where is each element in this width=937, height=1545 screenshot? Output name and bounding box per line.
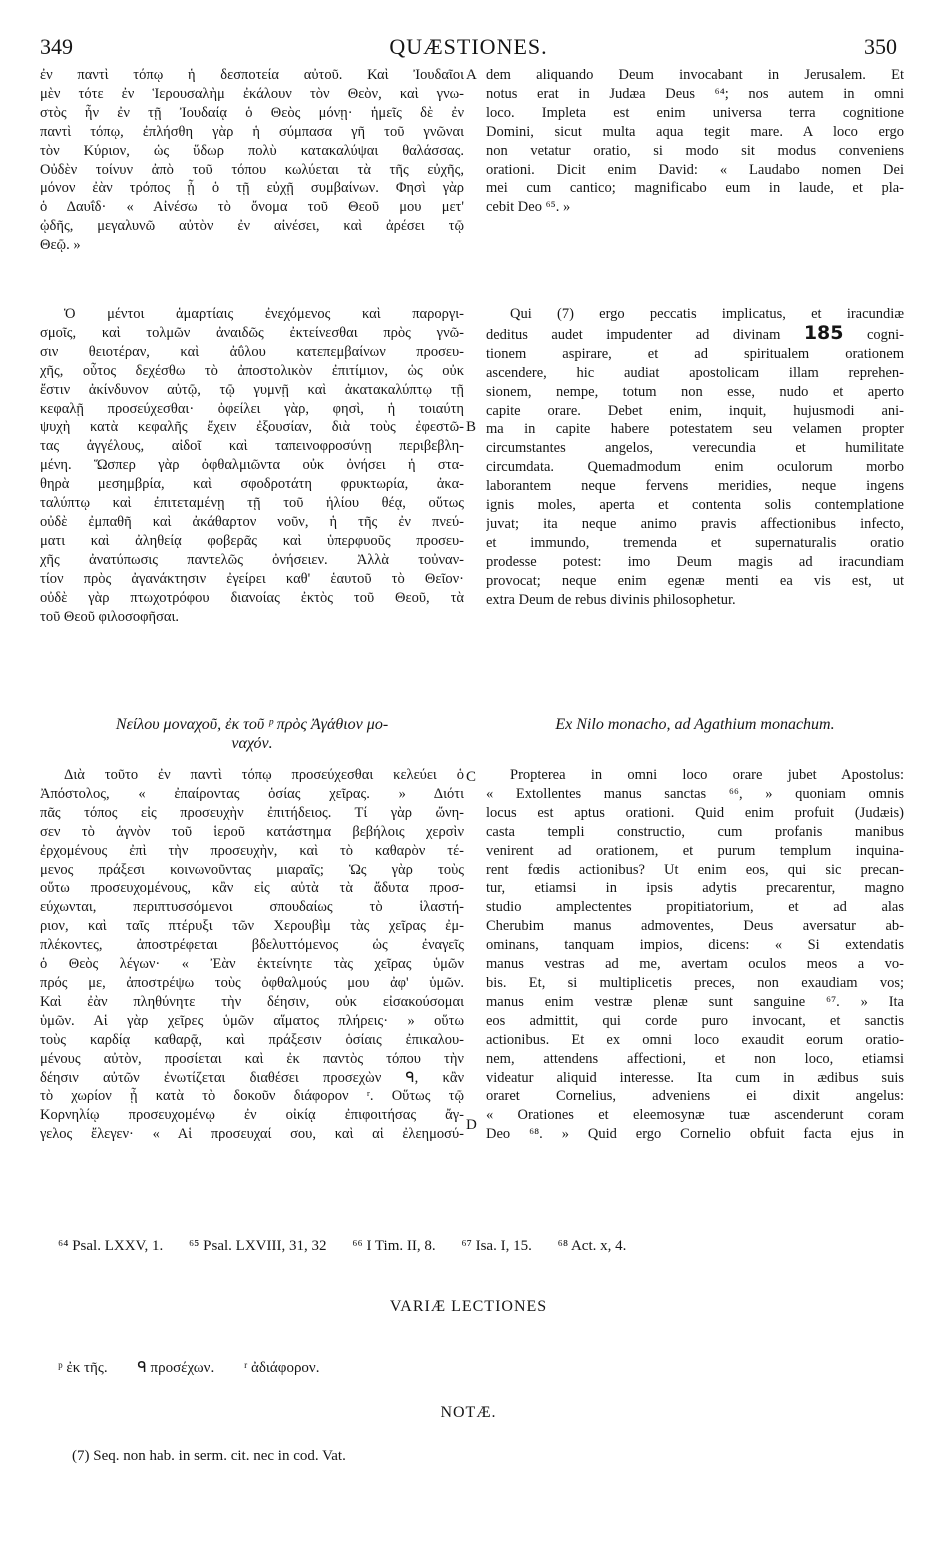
margin-letter-c: C <box>466 769 477 785</box>
text-line: actionibus. Et ex omni loco exaudit eorum oratio- <box>486 1031 904 1048</box>
section-heading: Ex Nilo monacho, ad Agathium monachum. <box>555 716 835 733</box>
variae-heading: VARIÆ LECTIONES <box>389 1298 548 1315</box>
text-line: μὲν τότε ἐν Ἱερουσαλὴμ ἐκάλουν τὸν Θεὸν, καὶ γνω- <box>40 85 464 102</box>
text-line: studio amplectentes propitiatorium, et ad alas <box>486 899 904 916</box>
text-line: τας ἀγγέλους, αἰδοῖ καὶ ταπεινοφροσύνῃ περιβεβλη- <box>40 438 464 455</box>
text-line: Propterea in omni loco orare jubet Apostolus: <box>510 767 904 783</box>
latin-heading <box>486 716 904 735</box>
text-line: circumdata. Quemadmodum enim oculorum morbo <box>486 459 904 476</box>
note-text: (7) Seq. non hab. in serm. cit. nec in cod. Vat. <box>72 1448 346 1464</box>
text-line: eos admittit, qui corde puro invocant, et sanctis <box>486 1012 904 1029</box>
text-line: οὕτω προσευχομένους, κἂν εἰς αὐτὰ τὰ ἄδυτα προσ- <box>40 880 464 897</box>
running-title: QUÆSTIONES. <box>389 34 548 59</box>
text-line: videatur aliquid interesse. Ita cum in ædibus suis <box>486 1069 904 1086</box>
footnote: ⁶⁵ Psal. LXVIII, 31, 32 <box>188 1238 327 1254</box>
text-line: σιν θειοτέραν, καὶ ἀΰλου κατεπεμβαίνων προσευ- <box>40 343 464 360</box>
variant-reading: ᵖ ἐκ τῆς. <box>58 1360 108 1376</box>
text-line: notus erat in Judæa Deus ⁶⁴; nos autem in omni <box>486 85 904 102</box>
text-line: ᾠδῆς, μεγαλυνῶ αὐτὸν ἐν αἰνέσει, καὶ ἀρέσει τῷ <box>40 218 464 235</box>
text-line: « Orationes et eleemosynæ tuæ ascenderunt coram <box>486 1107 904 1124</box>
text-line: τίον πρὸς ἀγανάκτησιν ἐγείρει καθ' ἑαυτοῦ τὸ Θεῖον· <box>40 570 464 587</box>
text-line: ἐν παντὶ τόπῳ ἡ δεσποτεία αὐτοῦ. Καὶ Ἰουδαῖοι <box>40 67 464 83</box>
text-line: ascendere, hic audiat apostolicam illam reprehen- <box>486 364 904 381</box>
text-line: venirent ad orationem, et purum templum inquina- <box>486 842 904 859</box>
footnote: ⁶⁷ Isa. I, 15. <box>461 1238 532 1254</box>
text-line: prodesse potest: imo Deum magis ad iracundiam <box>486 553 904 570</box>
text-line: οὐδὲ γὰρ πτωχοτρόφου διανοίας ἐκτὸς τοῦ Θεοῦ, τὰ <box>40 589 464 606</box>
variae-lectiones <box>58 1358 345 1377</box>
text-line: Θεῷ. » <box>40 237 81 254</box>
text-line: ἔστιν ἀκίνδυνον αὐτῷ, τῷ γυμνῇ καὶ ἀκατακαλύπτῳ τῇ <box>40 381 464 398</box>
text-line: στὸς ἦν ἐν τῇ Ἰουδαίᾳ ὁ Θεὸς μόνῃ· ἡμεῖς δὲ ἐν <box>40 104 464 121</box>
text-line: locus est aptus orationi. Quid enim profuit (Judæis) <box>486 804 904 821</box>
text-line: θηρὰ μεσημβρία, καὶ σφοδροτάτη φρυκτωρία, ἀκα- <box>40 476 464 493</box>
text-line: Καὶ ἐὰν πληθύνητε τὴν δέησιν, οὐκ εἰσακούσομαι <box>40 993 464 1010</box>
margin-letter-d: D <box>466 1117 477 1133</box>
text-line: ominans, tanquam impios, dicens: « Si extendatis <box>486 937 904 954</box>
text-line: Διὰ τοῦτο ἐν παντὶ τόπῳ προσεύχεσθαι κελεύει ὁ <box>64 767 464 783</box>
footnote: ⁶⁴ Psal. LXXV, 1. <box>58 1238 164 1254</box>
text-line: capite orare. Debet enim, inquit, hujusmodi ani- <box>486 402 904 419</box>
text-line: Κορνηλίῳ προσευχομένῳ ἐν οἰκίᾳ ἐπιφοιτήσας ἄγ- <box>40 1107 464 1124</box>
text-line: nem, attendens affectioni, et non loco, etiamsi <box>486 1050 904 1067</box>
text-line: dem aliquando Deum invocabant in Jerusalem. Et <box>486 67 904 83</box>
text-line: Ἀπόστολος, « ἐπαίροντας ὁσίας χεῖρας. » Διότι <box>40 785 464 802</box>
page-number-right: 350 <box>864 34 897 59</box>
text-line: casta templi constructio, cum profanis manibus <box>486 823 904 840</box>
text-line: bis. Et, si multiplicetis preces, non exaudiam vos; <box>486 974 904 991</box>
text-line: tur, etiamsi in ipsis adytis precarentur, magno <box>486 880 904 897</box>
latin-block-2 <box>486 305 904 610</box>
latin-block-3 <box>486 766 904 1144</box>
text-line: Qui (7) ergo peccatis implicatus, et iracundiæ <box>510 306 904 322</box>
variant-reading: ᑫ προσέχων. <box>137 1360 215 1376</box>
text-line: οὐδὲ ἐμπαθῆ καὶ ἀκάθαρτον νοῦν, ἡ τῆς ἐν πνεύ- <box>40 513 464 530</box>
margin-letter-b: B <box>466 419 477 435</box>
latin-block-1 <box>486 66 904 217</box>
text-line: παντὶ τόπῳ, ἐπλήσθη γὰρ ἡ σύμπασα γῆ τοῦ γνῶναι <box>40 123 464 140</box>
greek-heading <box>40 716 464 754</box>
text-line: loco. Impleta est enim universa terra cognitione <box>486 104 904 121</box>
text-line: circumstantes angelos, verecundia et humilitate <box>486 440 904 457</box>
text-line: μένους αὐτὸν, προσίεται καὶ ἐκ παντὸς τόπου τὴν <box>40 1050 464 1067</box>
text-line: ignis moles, aperta et contenta solis contemplatione <box>486 497 904 514</box>
text-fragment: deditus audet impudenter ad divinam <box>486 326 804 343</box>
text-line: manus enim vestræ plenæ sunt sanguine ⁶⁷. » Ita <box>486 993 904 1010</box>
text-line: Cherubim manus admoventes, Deus aversatur ab- <box>486 918 904 935</box>
text-line: oraret Cornelius, adveniens ei dixit angelus: <box>486 1088 904 1105</box>
text-line: ὁ Θεὸς λέγων· « Ἐὰν ἐκτείνητε τὰς χεῖρας ὑμῶν <box>40 956 464 973</box>
text-line: σμοῖς, καὶ τολμῶν ἀναιδῶς ἐκτείνεσθαι πρὸς γνῶ- <box>40 324 464 341</box>
text-line: orationi. Dicit enim David: « Laudabo nomen Dei <box>486 161 904 178</box>
text-line: Deo ⁶⁸. » Quid ergo Cornelio obfuit facta ejus in <box>486 1126 904 1143</box>
text-line: πλέκοντες, ἀποστρέφεται βδελυττόμενος ὡς ἐναγεῖς <box>40 937 464 954</box>
text-line: non vetatur oratio, si modo sit modus conveniens <box>486 142 904 159</box>
text-line: μενος πράξεσι κοινωνοῦντας μιαραῖς; Ὡς γὰρ τοὺς <box>40 861 464 878</box>
text-line: δέησιν αὐτῶν ἐνωτίζεται διαθέσει προσεχὼν ᑫ, κἂν <box>40 1069 464 1086</box>
text-line: πᾶς τόπος εἰς προσευχὴν ἐπιτήδειος. Τί γὰρ ὤνη- <box>40 804 464 821</box>
text-line: γελος ἔλεγεν· « Αἱ προσευχαί σου, καὶ αἱ ἐλεημοσύ- <box>40 1126 464 1143</box>
text-line: manus vestras ad me, avertam oculos meos a vo- <box>486 956 904 973</box>
text-line: rent fœdis actionibus? Ut enim eos, qui sic precan- <box>486 861 904 878</box>
variant-reading: ʳ ἀδιάφορον. <box>243 1360 320 1376</box>
text-line: laborantem neque fervens meridies, neque ingens <box>486 478 904 495</box>
text-line: τοὺς καρδίᾳ καθαρᾷ, καὶ πράξεσιν ὁσίαις ἐπικαλου- <box>40 1031 464 1048</box>
text-line: τὸν Κύριον, ὡς ὕδωρ πολὺ κατακαλύψαι θαλάσσας. <box>40 142 464 159</box>
text-line: πρός με, ἀποστρέψω τοὺς ὀφθαλμούς μου ἀφ' ὑμῶν. <box>40 974 464 991</box>
text-line: εύχωνται, περιπτυσσόμενοι σπουδαίως τὸ ἱλαστή- <box>40 899 464 916</box>
section-heading: Νείλου μοναχοῦ, ἐκ τοῦ ᵖ πρὸς Ἀγάθιον μο- <box>115 716 389 733</box>
text-line: χῆς ἀνατύπωσις παντελῶς ὀνήσειεν. Ἀλλὰ τοὐναν- <box>40 551 464 568</box>
text-fragment: cogni- <box>843 326 904 343</box>
text-line: Οὐδὲν τοίνυν ἀπὸ τοῦ τόπου κωλύεται τὰ τῆς εὐχῆς, <box>40 161 464 178</box>
text-line: mei cum cantico; magnificabo eum in laude, et pla- <box>486 180 904 197</box>
greek-block-3 <box>40 766 464 1144</box>
footnote: ⁶⁶ I Tim. II, 8. <box>352 1238 436 1254</box>
text-line: ἐρχομένους ἐπὶ τὴν προσευχὴν, καὶ τὸ καθαρὸν τέ- <box>40 842 464 859</box>
text-line: ὑμῶν. Αἱ γὰρ χεῖρες ὑμῶν αἵματος πλήρεις· » οὕτω <box>40 1012 464 1029</box>
notae-heading: NOTÆ. <box>440 1404 497 1421</box>
text-line: sionem, nempe, totum non esse, nudo et aperto <box>486 383 904 400</box>
text-line: tionem aspirare, et ad spiritualem orationem <box>486 345 904 362</box>
text-line: « Extollentes manus sanctas ⁶⁶, » quoniam omnis <box>486 785 904 802</box>
footnote: ⁶⁸ Act. x, 4. <box>557 1238 627 1254</box>
text-line: Domini, sicut multa aqua tegit mare. A loco ergo <box>486 123 904 140</box>
greek-block-1 <box>40 66 464 255</box>
text-line: ὁ Δαυΐδ· « Αἰνέσω τὸ ὄνομα τοῦ Θεοῦ μου μετ' <box>40 199 464 216</box>
text-line: μόνον ἐὰν τρόπος ᾖ ὁ τῇ εὐχῇ συμβαίνων. Φησὶ γὰρ <box>40 180 464 197</box>
text-line: extra Deum de rebus divinis philosophetur. <box>486 591 736 608</box>
text-line: ριον, καὶ ταῖς πτέρυξι τῶν Χερουβὶμ τὰς χεῖρας ἐμ- <box>40 918 464 935</box>
text-line: μένη. Ὥσπερ γὰρ ὀφθαλμιῶντα οὐκ ὀνήσει ἡ στα- <box>40 457 464 474</box>
text-line: cebit Deo ⁶⁵. » <box>486 199 571 216</box>
text-line: ma in capite habere potestatem seu velamen propter <box>486 421 904 438</box>
column-number: 185 <box>803 323 844 344</box>
page-number-left: 349 <box>40 34 73 59</box>
text-line: τοῦ Θεοῦ φιλοσοφῆσαι. <box>40 608 180 625</box>
text-line: χῆς, οὗτος δεχέσθω τὸ ἀποστολικὸν ἐπιτίμιον, ὡς οὐκ <box>40 362 464 379</box>
text-line: provocat; neque enim egenæ menti ea vis est, ut <box>486 572 904 589</box>
greek-block-2 <box>40 305 464 626</box>
text-line: κεφαλῇ προσεύχεσθαι· ὀφείλει γὰρ, φησὶ, ἡ τοιαύτη <box>40 400 464 417</box>
text-line: juvat; ita neque animo pravis affectionibus infecto, <box>486 515 904 532</box>
text-line: σεν τὸ ἁγνὸν τοῦ ἱεροῦ κατάστημα βεβήλοις χερσὶν <box>40 823 464 840</box>
text-line: ταλύπτῳ καὶ ἐπιτεταμένῃ τῇ τοῦ ἡλίου θέᾳ, οὕτως <box>40 495 464 512</box>
text-line: ψυχὴ κατὰ κεφαλῆς ἔχειν ἐξουσίαν, διὰ τοὺς ἐφεστῶ- <box>40 419 464 436</box>
section-heading: ναχόν. <box>231 734 273 752</box>
text-line: ματι καὶ ἀληθείᾳ φοβερᾶς καὶ ὑπερφυοῦς προσευ- <box>40 532 464 549</box>
text-line: et immundo, tremenda et supernaturalis oratio <box>486 534 904 551</box>
text-line <box>486 324 904 345</box>
text-line: τὸ χωρίον ᾖ κατὰ τὸ δοκοῦν διάφορον ʳ. Οὕτως τῷ <box>40 1088 464 1105</box>
text-line: Ὁ μέντοι ἁμαρτίαις ἐνεχόμενος καὶ παροργι- <box>64 306 464 322</box>
footnotes <box>58 1238 918 1255</box>
margin-letter-a: A <box>466 67 477 83</box>
